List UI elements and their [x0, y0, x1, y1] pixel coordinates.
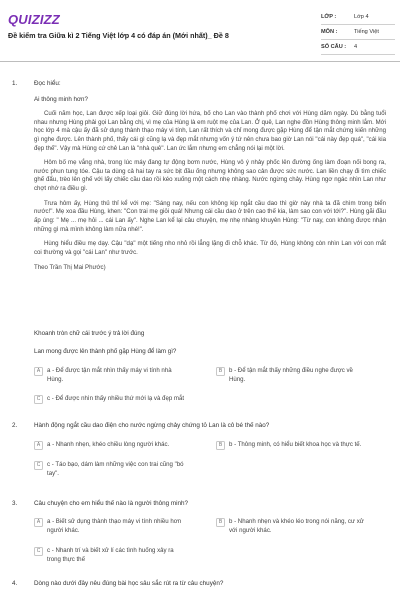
- question-text: Câu chuyện cho em hiểu thế nào là người thông minh?: [34, 500, 188, 507]
- option-letter-badge: C: [34, 547, 43, 556]
- meta-row-grade: [321, 13, 395, 25]
- question-instruction: Khoanh tròn chữ cái trước ý trả lời đúng: [34, 330, 145, 337]
- question-text: Dòng nào dưới đây nêu đúng bài học sâu sắc rút ra từ câu chuyện?: [34, 580, 224, 587]
- question-text: Đọc hiểu:: [34, 80, 61, 87]
- question-number: 2.: [12, 422, 18, 429]
- passage-paragraph: Trưa hôm ấy, Hùng thủ thỉ kể với mẹ: "Sáng nay, nếu con không kịp ngắt cầu dao thì giờ này nhà ta đã chìm trong biển nước!". Mẹ xoa đầu Hùng, khen: "Con trai mẹ giỏi quá! Nhưng cái cầu dao ở trên cao thế kia, làm sao con với tới?". Hùng gãi đầu ấp úng: " Mẹ ... mẹ hỏi ... cái Lan ấy". Nghe Lan kể lại câu chuyện, mẹ nhẹ nhàng khuyên Hùng: "Từ nay, con không được nhận những gì mà mình không làm nữa nhé!".: [34, 199, 386, 233]
- option-text: a - Để được tận mắt nhìn thấy máy vi tính nhà Hùng.: [47, 367, 172, 383]
- passage-paragraph: Hùng hiểu điều mẹ dạy. Cậu "dạ" một tiếng nho nhỏ rồi lẳng lặng đi chỗ khác. Từ đó, Hùng không còn nhìn Lan với con mắt coi thường và gọi "cái Lan" như trước.: [34, 240, 386, 256]
- meta-value: Tiếng Việt: [354, 29, 379, 35]
- option-letter-badge: B: [216, 518, 225, 527]
- option-letter-badge: C: [34, 395, 43, 404]
- meta-key: MÔN :: [321, 29, 338, 35]
- meta-row-subject: [321, 28, 395, 40]
- option-text: a - Biết sử dụng thành thạo máy vi tính nhiều hơn người khác.: [47, 518, 182, 534]
- document-title: Đề kiểm tra Giữa kì 2 Tiếng Việt lớp 4 có đáp án (Mới nhất)_ Đề 8: [8, 31, 229, 40]
- story-title: Ai thông minh hơn?: [34, 96, 88, 103]
- meta-row-count: [321, 43, 395, 55]
- meta-value: Lớp 4: [354, 14, 369, 20]
- passage-paragraph: Cuối năm học, Lan được xếp loại giỏi. Giữ đúng lời hứa, bố cho Lan vào thành phố chơi với Hùng dăm ngày. Dù bằng tuổi nhau nhưng Hùng phải gọi Lan bằng chị, vì mẹ của Hùng là em ruột mẹ của Lan. Ở quê, Lan nghe đồn Hùng thông minh lắm. Mới học lớp 4 mà cậu ấy đã sử dụng thành thạo máy vi tính, Lan rất thích và chỉ mong được gặp Hùng để tận mắt chứng kiến những gì nghe được. Lên thành phố, thấy cái gì cũng lạ và đẹp mắt nhưng vốn ý tứ nên chưa bao giờ Lan nói "cái này đẹp quá", "cái kia đẹp thế". Vậy mà Hùng cứ chê Lan là "nhà quê". Lan ức lắm nhưng em chẳng nói lại một lời.: [34, 110, 386, 152]
- question-number: 3.: [12, 500, 18, 507]
- option-letter-badge: A: [34, 441, 43, 450]
- passage-paragraph: Hôm bố mẹ vắng nhà, trong lúc máy đang tự động bơm nước, Hùng vô ý nhảy phốc lên đường ống làm đoạn nối bong ra, nước phun tung tóe. Cậu ta dùng cả hai tay ra sức bịt đầu ống nhưng không sao cản được sức nước. Lan liền chạy đi tìm chiếc ghế đẩu, trèo lên ghế với lấy chiếc cầu dao rồi kéo xuống một cách nhẹ nhàng. Nước ngừng chảy. Hùng ngơ ngác nhìn Lan như chợt nhớ ra điều gì.: [34, 159, 386, 193]
- meta-value: 4: [354, 44, 358, 50]
- question-text: Hành động ngắt cầu dao điện cho nước ngừng chảy chứng tỏ Lan là cô bé thế nào?: [34, 422, 270, 429]
- option-text: c - Táo bạo, dám làm những việc con trai cũng "bó tay".: [47, 461, 184, 477]
- worksheet-header: [0, 0, 400, 62]
- option-letter-badge: B: [216, 441, 225, 450]
- option-letter-badge: B: [216, 367, 225, 376]
- option-text: b - Thông minh, có hiểu biết khoa học và thực tế.: [229, 441, 362, 448]
- passage-source: Theo Trần Thị Mai Phước): [34, 263, 106, 271]
- option-letter-badge: A: [34, 367, 43, 376]
- meta-key: LỚP :: [321, 14, 337, 20]
- option-text: c - Để được nhìn thấy nhiều thứ mới lạ và đẹp mắt: [47, 395, 185, 402]
- option-letter-badge: A: [34, 518, 43, 527]
- option-letter-badge: C: [34, 461, 43, 470]
- meta-key: SỐ CÂU :: [321, 44, 347, 50]
- quizizz-logo[interactable]: QUIZIZZ: [8, 12, 60, 27]
- option-text: c - Nhanh trí và biết xử lí các tình huống xảy ra trong thực thế: [47, 547, 174, 563]
- option-text: a - Nhanh nhẹn, khéo chiều lòng người khác.: [47, 441, 170, 448]
- sub-question: Lan mong được lên thành phố gặp Hùng để làm gì?: [34, 348, 177, 355]
- question-number: 1.: [12, 80, 18, 87]
- reading-passage: [34, 110, 386, 278]
- question-number: 4.: [12, 580, 18, 587]
- option-text: b - Để tận mắt thấy những điều nghe được về Hùng.: [229, 367, 353, 383]
- option-text: b - Nhanh nhẹn và khéo léo trong nói năng, cư xử với người khác.: [229, 518, 364, 534]
